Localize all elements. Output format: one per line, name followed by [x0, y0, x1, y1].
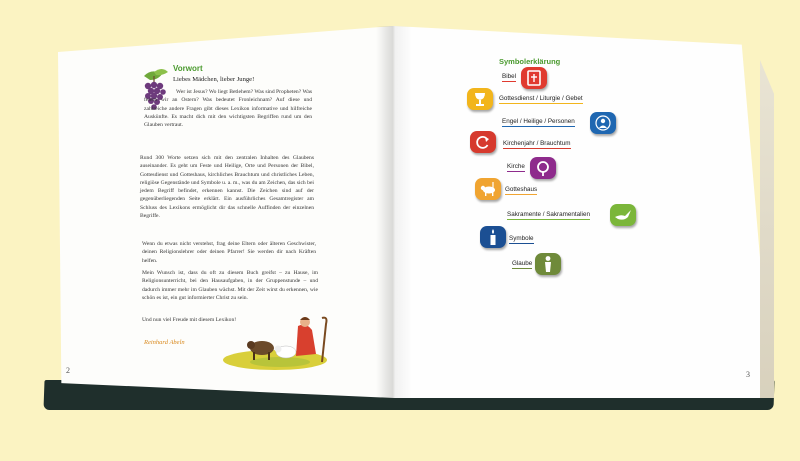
author-signature: Reinhard Abeln: [144, 339, 185, 346]
candle-icon: [480, 226, 506, 248]
legend-label: Kirchenjahr / Brauchtum: [503, 140, 571, 147]
legend-label: Gotteshaus: [505, 186, 538, 193]
paragraph-3: Wenn du etwas nicht verstehst, frag deine Eltern oder älteren Geschwister, deinen Religionslehrer oder deinen Pfarrer! Sie werden dir nach Kräften helfen.: [142, 241, 316, 264]
paragraph-2: Rund 300 Worte setzen sich mit den zentralen Inhalten des Glaubens auseinander. Es geht um Feste und Heilige, Orte und Personen der Bibel, Gottesdienst und Gotteshaus, kirchliches Brauchtum und christliches Leben, religiöse Gegenstände und Symbole u. a. m., was du am Zeichen, das sich bei jedem Begriff befindet, erkennen kannst. Die Zeichen sind auf der gegenüberliegenden Seite erklärt. Ein ausführliches Gesamtregister am Schluss des Lexikons ermöglicht dir das schnelle Auffinden der einzelnen Begriffe.: [140, 155, 314, 220]
circle-arrow-icon: [470, 131, 496, 153]
legend-label: Glaube: [512, 260, 533, 267]
legend-label: Engel / Heilige / Personen: [502, 118, 575, 125]
legend-heading: Symbolerklärung: [499, 57, 561, 66]
legend-label: Kirche: [507, 163, 525, 170]
paragraph-4: Mein Wunsch ist, dass du oft zu diesem Buch greifst – zu Hause, im Religionsunterricht, bei den Hausaufgaben, in der Gruppenstunde – und dadurch immer mehr im Glauben wächst. Mit der Zeit wirst du erkennen, wie schön es ist, ein gut informierter Christ zu sein.: [142, 270, 318, 301]
page-number-left: 2: [66, 366, 70, 375]
dove-icon: [610, 204, 636, 226]
closing-line: Und nun viel Freude mit diesem Lexikon!: [142, 317, 237, 323]
legend-label: Symbole: [509, 235, 534, 242]
legend-label: Sakramente / Sakramentalien: [507, 211, 590, 218]
paragraph-1: Wer ist Jesus? Wo liegt Betlehem? Was sind Propheten? Was feiern wir an Ostern? Was bedeutet Fronleichnam? Auf diese und zahlreiche andere Fragen gibt dieses Lexikon informative und hilfreiche Auskünfte. Es macht dich mit den wichtigsten Begriffen rund um den Glauben vertraut.: [144, 89, 312, 129]
church-icon: [530, 157, 556, 179]
chalice-icon: [467, 88, 493, 110]
page-heading: Vorwort: [173, 64, 203, 73]
person-icon: [590, 112, 616, 134]
legend-label: Gottesdienst / Liturgie / Gebet: [499, 95, 583, 102]
lamb-icon: [475, 178, 501, 200]
praying-figure-icon: [535, 253, 561, 275]
book-gutter: [376, 26, 412, 398]
page-edges: [760, 60, 774, 398]
greeting: Liebes Mädchen, lieber Junge!: [173, 76, 255, 83]
bible-icon: [521, 67, 547, 89]
legend-label: Bibel: [502, 73, 517, 80]
page-number-right: 3: [746, 370, 750, 379]
shepherd-illustration: [220, 312, 330, 372]
